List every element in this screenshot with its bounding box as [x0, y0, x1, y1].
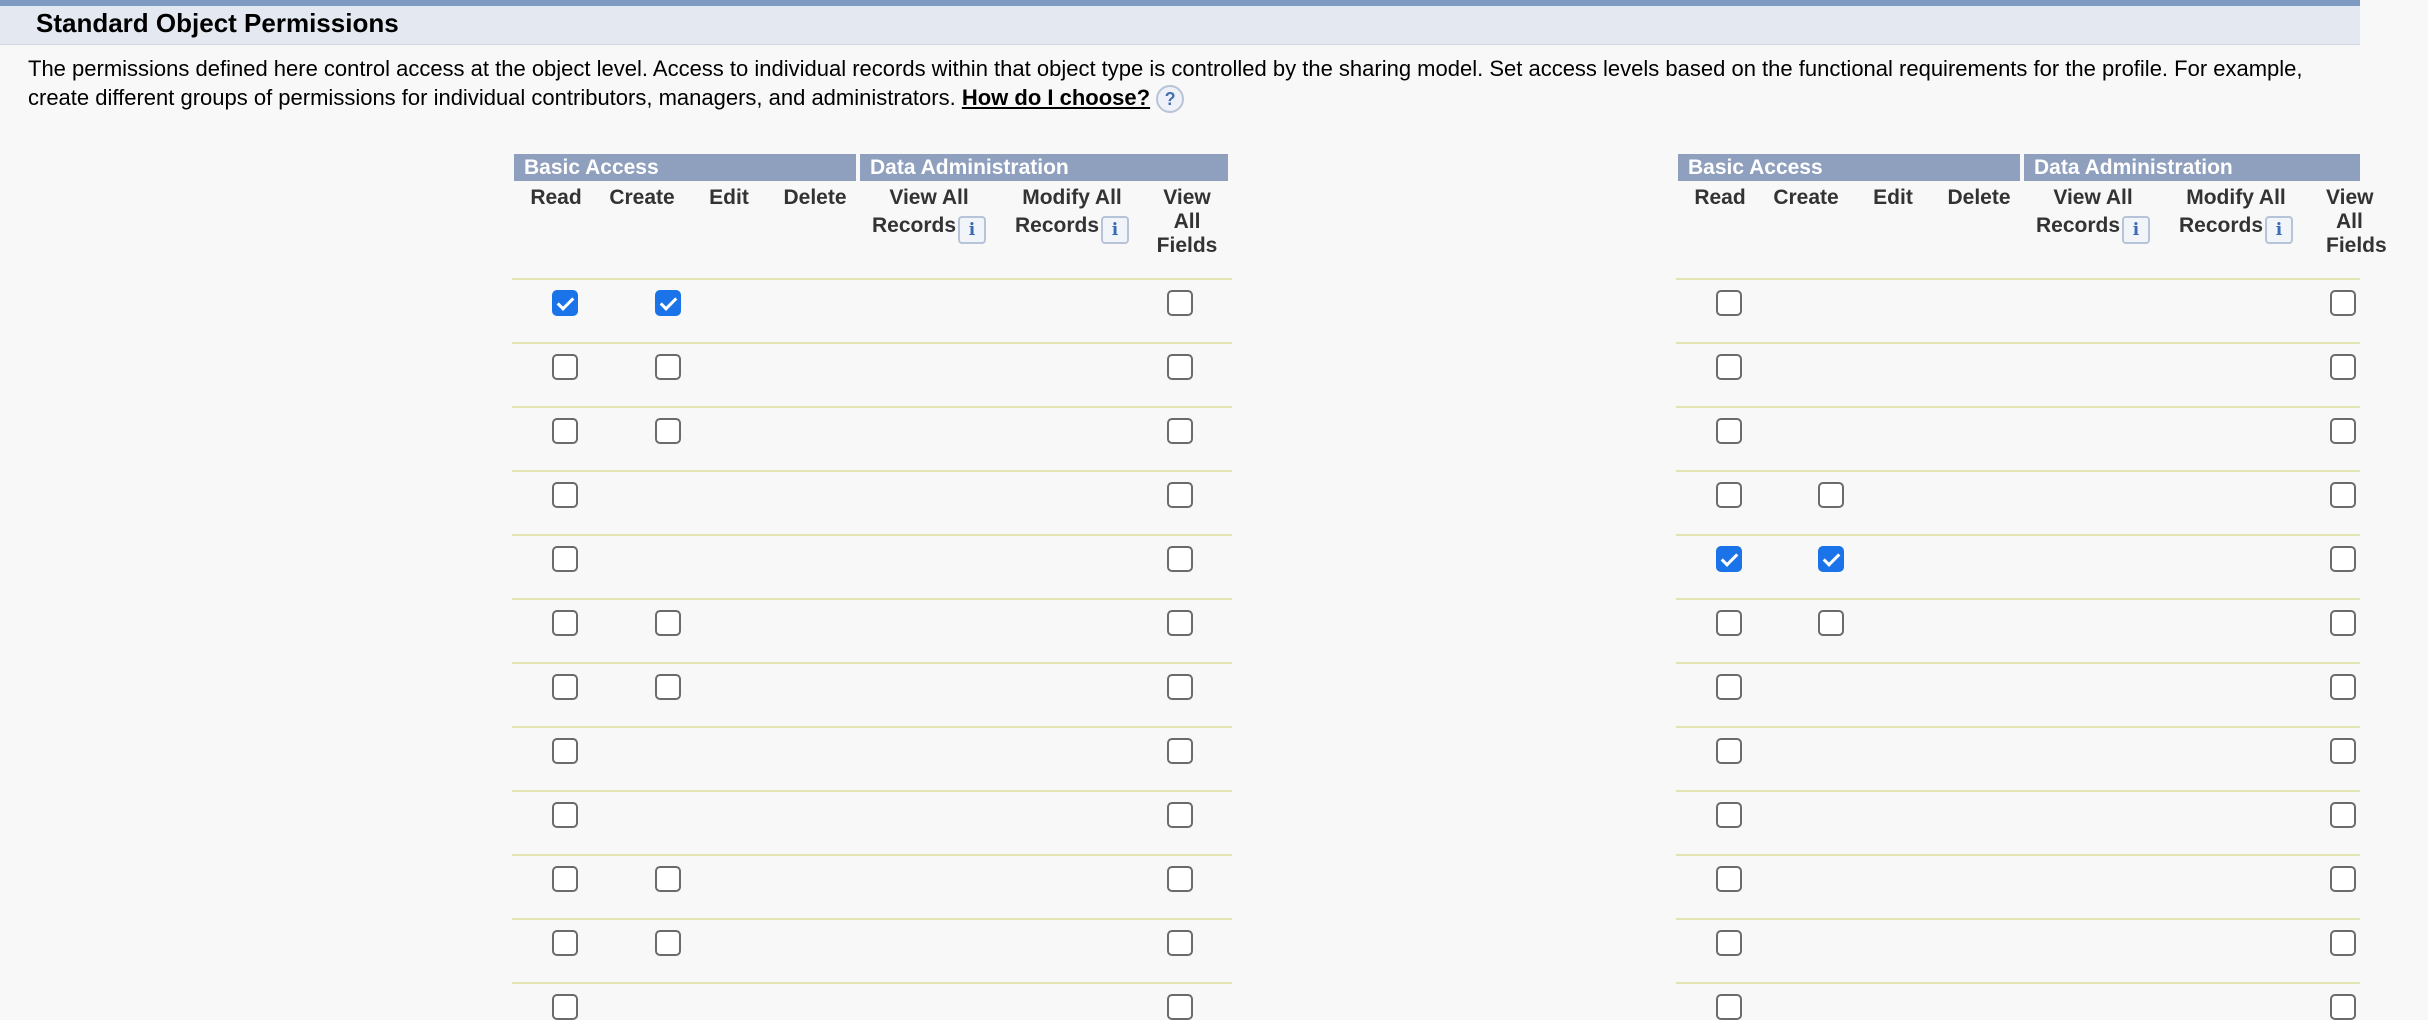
section-header: [0, 6, 2360, 45]
view-all-fields-checkbox[interactable]: [2330, 738, 2356, 764]
read-checkbox[interactable]: [552, 802, 578, 828]
column-read: Read: [530, 186, 582, 209]
read-checkbox[interactable]: [1716, 930, 1742, 956]
read-checkbox[interactable]: [552, 418, 578, 444]
column-modify-all-records: [2168, 186, 2304, 238]
column-modify-all-records-line1: Modify All: [2186, 186, 2286, 209]
view-all-fields-checkbox[interactable]: [2330, 546, 2356, 572]
row-divider: [512, 918, 1232, 920]
view-all-fields-checkbox[interactable]: [1167, 930, 1193, 956]
read-checkbox[interactable]: [552, 290, 578, 316]
view-all-fields-checkbox[interactable]: [1167, 610, 1193, 636]
view-all-fields-checkbox[interactable]: [1167, 418, 1193, 444]
column-edit: Edit: [1873, 186, 1913, 209]
column-view-all-fields-line3: Fields: [2326, 234, 2387, 257]
read-checkbox[interactable]: [1716, 482, 1742, 508]
column-view-all-records: [858, 186, 1000, 238]
column-view-all-fields-line2: All: [2336, 210, 2363, 233]
column-view-all-records-line2: Records: [871, 214, 957, 237]
row-divider: [1676, 790, 2360, 792]
view-all-fields-checkbox[interactable]: [1167, 674, 1193, 700]
row-divider: [1676, 342, 2360, 344]
read-checkbox[interactable]: [1716, 546, 1742, 572]
column-modify-all-records: [1004, 186, 1140, 238]
section-title: Standard Object Permissions: [36, 8, 399, 38]
group-data-administration: Data Administration: [2024, 154, 2360, 181]
description-line-2: [28, 83, 2428, 113]
row-divider: [1676, 662, 2360, 664]
column-read: Read: [1694, 186, 1746, 209]
row-divider: [512, 406, 1232, 408]
read-checkbox[interactable]: [552, 482, 578, 508]
view-all-fields-checkbox[interactable]: [2330, 610, 2356, 636]
create-checkbox[interactable]: [655, 290, 681, 316]
row-divider: [512, 278, 1232, 280]
read-checkbox[interactable]: [552, 738, 578, 764]
view-all-fields-checkbox[interactable]: [1167, 290, 1193, 316]
read-checkbox[interactable]: [1716, 354, 1742, 380]
view-all-fields-checkbox[interactable]: [2330, 290, 2356, 316]
read-checkbox[interactable]: [552, 674, 578, 700]
section-description: [28, 54, 2428, 113]
create-checkbox[interactable]: [1818, 610, 1844, 636]
description-line-1: The permissions defined here control access at the object level. Access to individual records within that object type is controlled by the sharing model. Set access levels based on the functional requirements for the profile. For example,: [28, 56, 2303, 81]
column-modify-all-records-line2: Records: [2178, 214, 2264, 237]
row-divider: [512, 470, 1232, 472]
row-divider: [512, 662, 1232, 664]
column-delete: Delete: [1947, 186, 2011, 209]
column-modify-all-records-line2: Records: [1014, 214, 1100, 237]
row-divider: [512, 726, 1232, 728]
column-view-all-fields: [1150, 186, 1224, 258]
view-all-fields-checkbox[interactable]: [1167, 802, 1193, 828]
view-all-fields-checkbox[interactable]: [2330, 482, 2356, 508]
column-view-all-records-line1: View All: [889, 186, 969, 209]
view-all-fields-checkbox[interactable]: [1167, 738, 1193, 764]
column-create: Create: [609, 186, 675, 209]
description-text: create different groups of permissions for individual contributors, managers, and administrators.: [28, 85, 956, 110]
create-checkbox[interactable]: [655, 354, 681, 380]
row-divider: [512, 598, 1232, 600]
info-icon[interactable]: i: [958, 216, 986, 244]
view-all-fields-checkbox[interactable]: [1167, 546, 1193, 572]
column-delete: Delete: [783, 186, 847, 209]
column-view-all-records-line2: Records: [2035, 214, 2121, 237]
row-divider: [1676, 854, 2360, 856]
row-divider: [512, 534, 1232, 536]
create-checkbox[interactable]: [1818, 546, 1844, 572]
read-checkbox[interactable]: [552, 866, 578, 892]
read-checkbox[interactable]: [1716, 418, 1742, 444]
create-checkbox[interactable]: [655, 610, 681, 636]
read-checkbox[interactable]: [1716, 738, 1742, 764]
view-all-fields-checkbox[interactable]: [2330, 802, 2356, 828]
read-checkbox[interactable]: [552, 930, 578, 956]
read-checkbox[interactable]: [552, 994, 578, 1020]
create-checkbox[interactable]: [655, 866, 681, 892]
create-checkbox[interactable]: [1818, 482, 1844, 508]
read-checkbox[interactable]: [1716, 674, 1742, 700]
info-icon[interactable]: i: [1101, 216, 1129, 244]
create-checkbox[interactable]: [655, 418, 681, 444]
column-edit: Edit: [709, 186, 749, 209]
row-divider: [1676, 598, 2360, 600]
group-basic-access: Basic Access: [514, 154, 856, 181]
column-view-all-records-line1: View All: [2053, 186, 2133, 209]
row-divider: [1676, 726, 2360, 728]
row-divider: [512, 342, 1232, 344]
row-divider: [1676, 918, 2360, 920]
help-icon[interactable]: ?: [1156, 85, 1184, 113]
group-basic-access: Basic Access: [1678, 154, 2020, 181]
column-view-all-fields-line1: View: [1163, 186, 1211, 209]
group-data-administration: Data Administration: [860, 154, 1228, 181]
row-divider: [1676, 406, 2360, 408]
column-view-all-fields: [2314, 186, 2387, 258]
column-view-all-fields-line3: Fields: [1156, 234, 1218, 257]
read-checkbox[interactable]: [552, 610, 578, 636]
view-all-fields-checkbox[interactable]: [1167, 482, 1193, 508]
column-view-all-fields-line2: All: [1173, 210, 1201, 233]
create-checkbox[interactable]: [655, 674, 681, 700]
read-checkbox[interactable]: [1716, 802, 1742, 828]
row-divider: [1676, 534, 2360, 536]
read-checkbox[interactable]: [1716, 610, 1742, 636]
view-all-fields-checkbox[interactable]: [2330, 418, 2356, 444]
read-checkbox[interactable]: [552, 354, 578, 380]
view-all-fields-checkbox[interactable]: [1167, 354, 1193, 380]
row-divider: [512, 982, 1232, 984]
view-all-fields-checkbox[interactable]: [1167, 866, 1193, 892]
read-checkbox[interactable]: [552, 546, 578, 572]
read-checkbox[interactable]: [1716, 290, 1742, 316]
read-checkbox[interactable]: [1716, 994, 1742, 1020]
view-all-fields-checkbox[interactable]: [2330, 354, 2356, 380]
row-divider: [1676, 278, 2360, 280]
view-all-fields-checkbox[interactable]: [2330, 866, 2356, 892]
row-divider: [1676, 982, 2360, 984]
create-checkbox[interactable]: [655, 930, 681, 956]
row-divider: [512, 854, 1232, 856]
row-divider: [512, 790, 1232, 792]
column-modify-all-records-line1: Modify All: [1022, 186, 1122, 209]
view-all-fields-checkbox[interactable]: [1167, 994, 1193, 1020]
column-create: Create: [1773, 186, 1839, 209]
row-divider: [1676, 470, 2360, 472]
view-all-fields-checkbox[interactable]: [2330, 994, 2356, 1020]
how-do-i-choose-link[interactable]: How do I choose?: [961, 85, 1151, 110]
view-all-fields-checkbox[interactable]: [2330, 674, 2356, 700]
info-icon[interactable]: i: [2122, 216, 2150, 244]
info-icon[interactable]: i: [2265, 216, 2293, 244]
column-view-all-fields-line1: View: [2326, 186, 2374, 209]
column-view-all-records: [2022, 186, 2164, 238]
view-all-fields-checkbox[interactable]: [2330, 930, 2356, 956]
read-checkbox[interactable]: [1716, 866, 1742, 892]
